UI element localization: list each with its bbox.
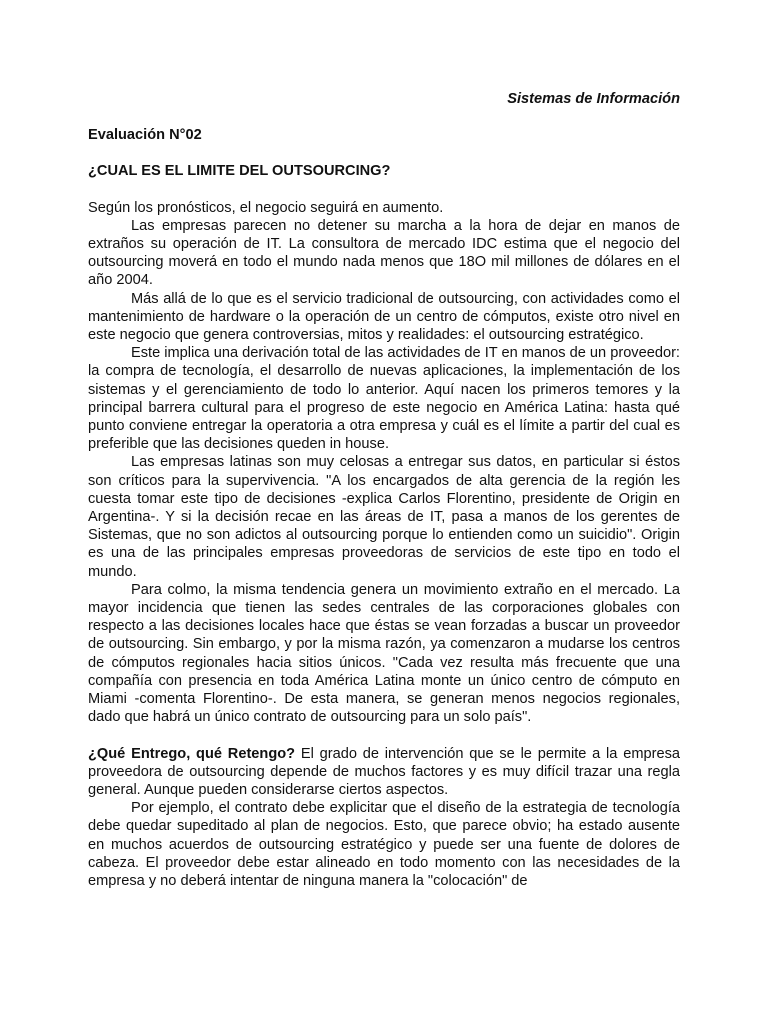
article-title: ¿CUAL ES EL LIMITE DEL OUTSOURCING? (88, 163, 391, 180)
body-paragraph: Por ejemplo, el contrato debe explicitar que el diseño de la estrategia de tecnología debe quedar supeditado al plan de negocios. Esto, que parece obvio; ha estado ausente en muchos acuerdos de outsourcing estratégico y puede ser una fuente de dolores de cabeza. El proveedor debe estar alineado en todo momento con las necesidades de la empresa y no deberá intentar de ninguna manera la "colocación" de (88, 800, 680, 889)
body-paragraph: Para colmo, la misma tendencia genera un movimiento extraño en el mercado. La mayor incidencia que tienen las sedes centrales de las corporaciones globales con respecto a las decisiones locales hace que éstas se vean forzadas a buscar un proveedor de outsourcing. Sin embargo, y por la misma razón, ya comenzaron a mudarse los centros de cómputos regionales hacia sitios únicos. "Cada vez resulta más frecuente que una compañía con presencia en toda América Latina monte un único centro de cómputo en Miami -comenta Florentino-. De esta manera, se generan menos negocios regionales, dado que habrá un único contrato de outsourcing para un solo país". (88, 581, 680, 726)
evaluation-title: Evaluación N°02 (88, 127, 202, 144)
document-page (88, 90, 680, 890)
section-intro (88, 745, 680, 800)
body-paragraph: Más allá de lo que es el servicio tradicional de outsourcing, con actividades como el mantenimiento de hardware o la operación de un centro de cómputos, existe otro nivel en este negocio que genera controversias, mitos y realidades: el outsourcing estratégico. (88, 290, 680, 344)
body-paragraph: Las empresas parecen no detener su marcha a la hora de dejar en manos de extraños su operación de IT. La consultora de mercado IDC estima que el negocio del outsourcing moverá en todo el mundo nada menos que 18O mil millones de dólares en el año 2004. (88, 217, 680, 289)
body-paragraph: Este implica una derivación total de las actividades de IT en manos de un proveedor: la compra de tecnología, el desarrollo de nuevas aplicaciones, la implementación de los sistemas y el gerenciamiento de todo lo anterior. Aquí nacen los primeros temores y la principal barrera cultural para el progreso de este negocio en América Latina: hasta qué punto conviene entregar la operatoria a otra empresa y cuál es el límite a partir del cual es preferible que las decisiones queden in house. (88, 345, 680, 453)
course-header: Sistemas de Información (507, 91, 680, 107)
body-paragraph: Las empresas latinas son muy celosas a entregar sus datos, en particular si éstos son críticos para la supervivencia. "A los encargados de alta gerencia de la región les cuesta tomar este tipo de decisiones -explica Carlos Florentino, presidente de Origin en Argentina-. Y si la decisión recae en las áreas de IT, pasa a manos de los gerentes de Sistemas, que no son adictos al outsourcing porque lo entienden como un suicidio". Origin es una de las principales empresas proveedoras de servicios de este tipo en todo el mundo. (88, 454, 680, 580)
section-intro-text: El grado de intervención que se le permite a la empresa proveedora de outsourcing depende de muchos factores y es muy difícil trazar una regla general. Aunque pueden considerarse ciertos aspectos. (88, 745, 680, 798)
lead-sentence: Según los pronósticos, el negocio seguirá en aumento. (88, 199, 444, 216)
section-heading: ¿Qué Entrego, qué Retengo? (88, 745, 296, 762)
